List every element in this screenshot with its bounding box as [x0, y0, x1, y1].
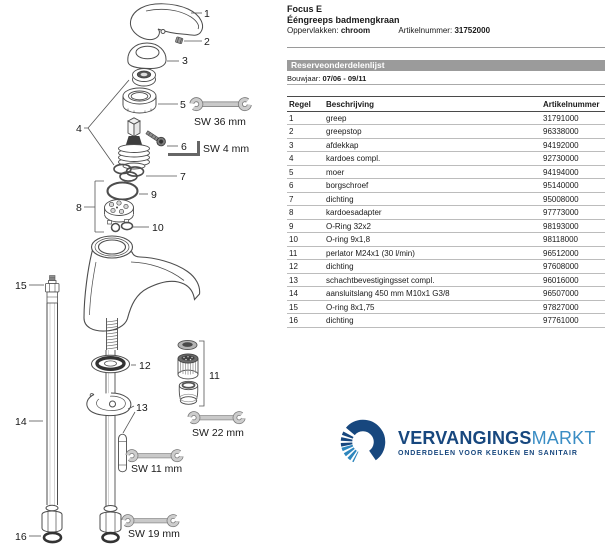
logo-brand — [398, 428, 596, 448]
part-cartridge-ring — [133, 69, 156, 87]
table-row: 4 kardoes compl. 92730000 — [287, 152, 605, 165]
part-borgschroef-screw — [145, 129, 168, 148]
faucet-body — [84, 236, 200, 331]
logo-brand-light: MARKT — [531, 427, 596, 448]
col-regel: Regel — [287, 97, 326, 112]
part-aansluitslang-hose — [47, 303, 58, 505]
wrench-sw36 — [191, 98, 250, 110]
callout-16: 16 — [15, 531, 27, 543]
part-oring-32x2 — [108, 183, 138, 200]
artikel-value: 31752000 — [454, 26, 491, 35]
surface-label: Oppervlakken: — [287, 26, 339, 35]
product-meta — [287, 26, 490, 35]
callout-13: 13 — [136, 402, 148, 414]
col-artikelnummer: Artikelnummer — [543, 97, 605, 112]
callout-5: 5 — [180, 99, 186, 111]
callout-4: 4 — [76, 123, 82, 135]
divider — [287, 84, 605, 85]
callout-2: 2 — [204, 36, 210, 48]
callout-9: 9 — [151, 189, 157, 201]
label-sw4: SW 4 mm — [203, 143, 250, 155]
table-row: 12 dichting 97608000 — [287, 260, 605, 273]
table-row: 11 perlator M24x1 (30 l/min) 96512000 — [287, 246, 605, 259]
label-sw22: SW 22 mm — [192, 427, 244, 439]
table-row: 3 afdekkap 94192000 — [287, 138, 605, 151]
table-row: 16 dichting 97761000 — [287, 314, 605, 327]
table-row: 8 kardoesadapter 97773000 — [287, 206, 605, 219]
part-hose-nut — [42, 505, 62, 532]
part-dichting-16 — [44, 533, 61, 542]
part-kardoesadapter — [105, 200, 134, 225]
logo-brand-bold: VERVANGINGS — [398, 427, 532, 448]
part-greep-handle — [130, 4, 202, 40]
callout-15: 15 — [15, 280, 27, 292]
table-row: 15 O-ring 8x1,75 97827000 — [287, 300, 605, 313]
part-greepstop-plug — [175, 37, 183, 44]
shaft-seal — [103, 533, 119, 542]
faucet-exploded-svg — [0, 0, 285, 550]
table-row: 2 greepstop 96338000 — [287, 125, 605, 138]
callout-6: 6 — [181, 141, 187, 153]
part-oring-9x18 — [112, 222, 133, 231]
part-dichting-12 — [92, 355, 130, 373]
callout-11: 11 — [209, 370, 220, 382]
table-row: 13 schachtbevestigingsset compl. 96016000 — [287, 273, 605, 286]
bouwjaar-line — [287, 74, 366, 83]
wrench-sw11 — [127, 450, 182, 461]
table-row: 7 dichting 95008000 — [287, 192, 605, 205]
part-afdekkap-cap — [128, 43, 166, 69]
section-bar — [287, 60, 605, 71]
logo-tagline: ONDERDELEN VOOR KEUKEN EN SANITAIR — [398, 449, 578, 457]
table-row: 14 aansluitslang 450 mm M10x1 G3/8 96507000 — [287, 287, 605, 300]
bouwjaar-value: 07/06 - 09/11 — [322, 74, 367, 83]
table-row: 1 greep 31791000 — [287, 112, 605, 125]
col-beschrijving: Beschrijving — [326, 97, 543, 112]
callout-14: 14 — [15, 416, 27, 428]
part-schachtbevestiging-stud — [119, 434, 127, 472]
part-schachtbevestiging-bracket — [87, 393, 131, 416]
shaft-nut — [100, 506, 121, 533]
table-row: 5 moer 94194000 — [287, 165, 605, 178]
table-row: 10 O-ring 9x1,8 98118000 — [287, 233, 605, 246]
bouwjaar-label: Bouwjaar: — [287, 74, 321, 83]
part-moer-nut — [123, 88, 156, 113]
parts-table — [287, 96, 605, 328]
vervangingsmarkt-logo — [336, 416, 596, 468]
part-kardoes-cartridge — [119, 118, 150, 169]
part-hose-top-fitting — [46, 276, 60, 304]
artikel-label: Artikelnummer: — [398, 26, 453, 35]
divider — [287, 47, 605, 48]
section-bar-title: Reserveonderdelenlijst — [291, 60, 385, 70]
exploded-view-diagram — [0, 0, 285, 550]
logo-text — [398, 428, 596, 457]
callout-1: 1 — [204, 8, 210, 20]
product-subtitle: Ééngreeps badmengkraan — [287, 14, 400, 25]
wrench-sw22 — [189, 412, 244, 423]
callout-8: 8 — [76, 202, 82, 214]
product-title: Focus E — [287, 4, 323, 14]
callout-7: 7 — [180, 171, 186, 183]
logo-ring-icon — [336, 416, 390, 468]
wrench-sw19 — [123, 515, 178, 526]
callout-3: 3 — [182, 55, 188, 67]
table-header-row — [287, 97, 605, 112]
label-sw36: SW 36 mm — [194, 116, 246, 128]
callout-10: 10 — [152, 222, 164, 234]
part-perlator-aerator — [178, 340, 198, 404]
callout-12: 12 — [139, 360, 151, 372]
surface-value: chroom — [340, 26, 371, 35]
label-sw19: SW 19 mm — [128, 528, 180, 540]
table-row: 9 O-Ring 32x2 98193000 — [287, 219, 605, 232]
table-row: 6 borgschroef 95140000 — [287, 179, 605, 192]
label-sw11: SW 11 mm — [131, 463, 183, 475]
